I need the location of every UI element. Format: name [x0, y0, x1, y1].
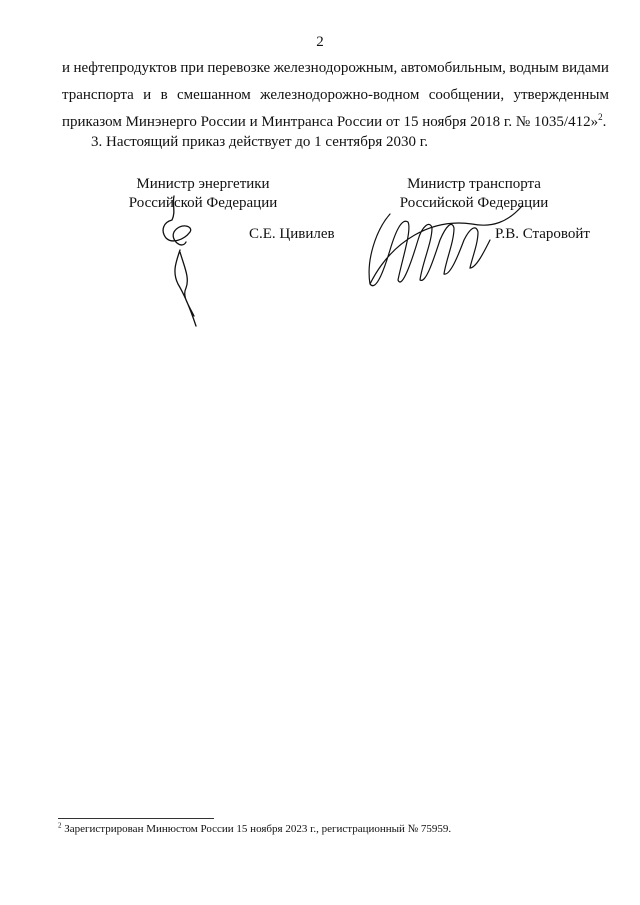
energy-minister-name: С.Е. Цивилев [249, 226, 335, 242]
word: видами [562, 60, 609, 76]
footnote [58, 823, 451, 835]
word: железнодорожно-водном [260, 87, 420, 103]
energy-title-line1: Министр энергетики [136, 176, 270, 192]
footnote-divider [58, 818, 214, 819]
word: в [160, 87, 168, 103]
paragraph-last-line: приказом Минэнерго России и Минтранса России от 15 ноября 2018 г. № 1035/412» [62, 114, 599, 130]
word: нефтепродуктов [73, 60, 177, 76]
word: и [62, 60, 71, 76]
word: железнодорожным, [273, 60, 398, 76]
energy-title-line2: Российской Федерации [128, 195, 278, 211]
paragraph-line-3 [62, 109, 609, 136]
paragraph-continuation [62, 55, 609, 136]
energy-minister-signature [150, 192, 210, 332]
word: автомобильным, [400, 60, 506, 76]
footnote-text: Зарегистрирован Минюстом России 15 ноября 2023 г., регистрационный № 75959. [64, 823, 452, 835]
item-3: 3. Настоящий приказ действует до 1 сентября 2030 г. [91, 134, 428, 150]
word: при [180, 60, 204, 76]
word: утвержденным [513, 87, 609, 103]
word: сообщении, [428, 87, 505, 103]
paragraph-end: . [602, 114, 607, 130]
transport-minister-name: Р.В. Старовойт [495, 226, 590, 242]
word: перевозке [207, 60, 271, 76]
footnote-marker: 2 [58, 821, 62, 830]
footnote-ref: 2 [598, 112, 603, 122]
page-number: 2 [316, 34, 324, 50]
paragraph-line-1 [62, 55, 609, 82]
word: транспорта [62, 87, 134, 103]
paragraph-line-2 [62, 82, 609, 109]
paragraph-last-line-text [62, 109, 606, 136]
word: и [143, 87, 152, 103]
word: смешанном [177, 87, 251, 103]
transport-title-line1: Министр транспорта [407, 176, 541, 192]
word: водным [509, 60, 559, 76]
transport-title-line2: Российской Федерации [399, 195, 549, 211]
transport-minister-signature [362, 200, 532, 300]
